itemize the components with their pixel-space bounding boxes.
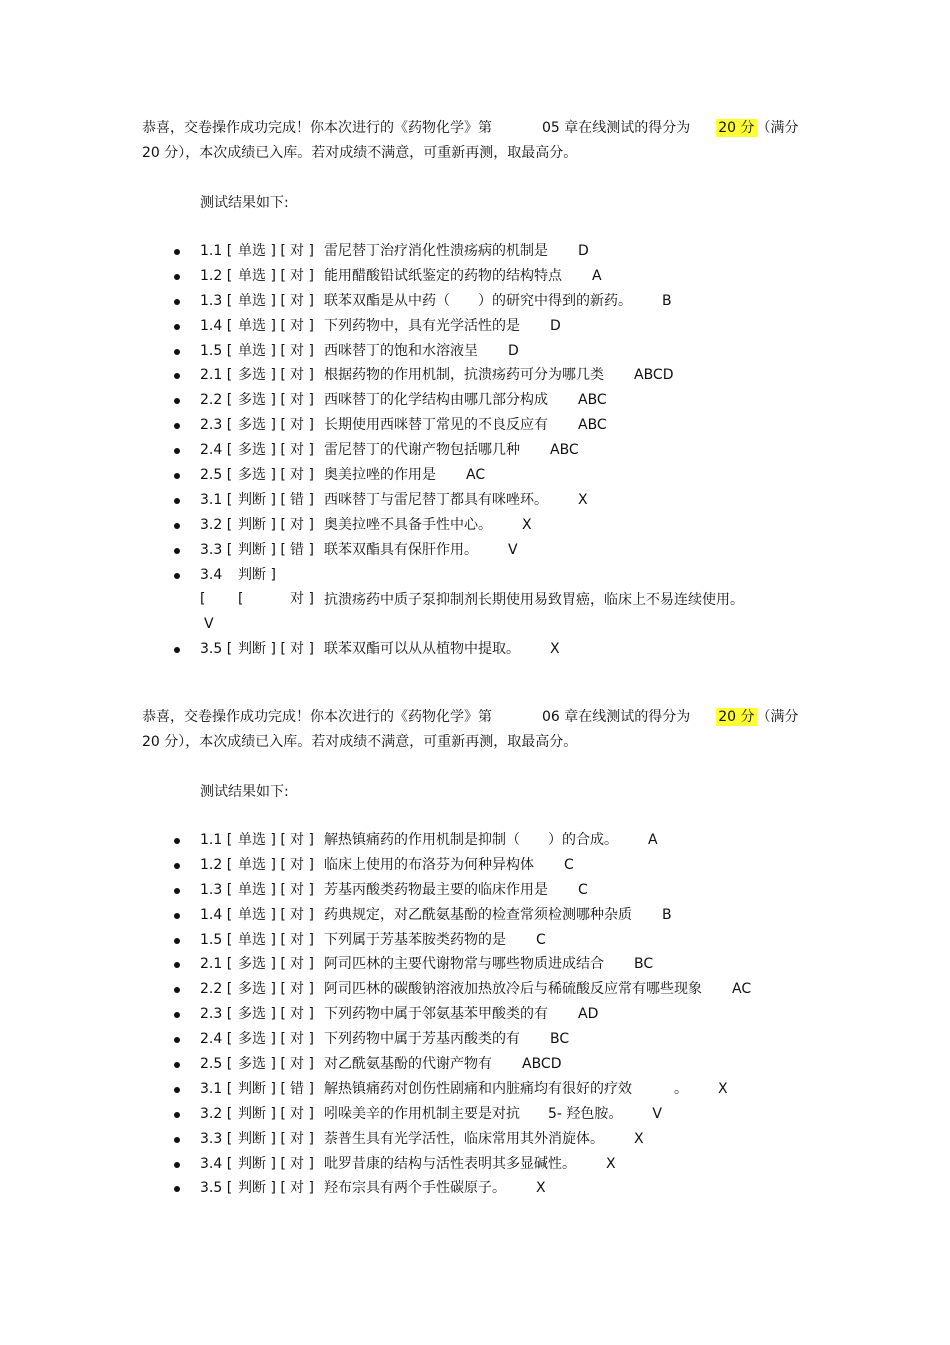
question-answer: ABC <box>578 417 607 434</box>
question-number: 3.2 [ <box>200 1105 233 1122</box>
result-item <box>142 563 842 638</box>
result-item <box>142 952 842 977</box>
question-text: 联苯双酯具有保肝作用。 <box>324 541 478 558</box>
question-number: 2.4 [ <box>200 442 233 459</box>
results-subtitle: 测试结果如下: <box>200 784 289 800</box>
question-answer: X <box>536 1180 546 1197</box>
question-text: 能用醋酸铅试纸鉴定的药物的结构特点 <box>324 267 562 284</box>
result-item <box>142 513 842 538</box>
result-item <box>142 1152 842 1177</box>
intro-prefix: 恭喜，交卷操作成功完成！你本次进行的《药物化学》第 <box>142 120 492 136</box>
result-item <box>142 878 842 903</box>
question-type: 多选 ] [ <box>238 1056 286 1073</box>
bullet-icon <box>174 987 180 993</box>
question-type: 判断 ] [ <box>238 516 286 533</box>
question-type: 多选 ] [ <box>238 467 286 484</box>
results-list <box>142 828 842 1201</box>
result-item <box>142 637 842 662</box>
question-text: 奥美拉唑的作用是 <box>324 467 436 484</box>
full-score-prefix: （满分 <box>756 120 799 136</box>
bullet-icon <box>174 913 180 919</box>
question-answer: C <box>564 856 574 873</box>
question-text: 抗溃疡药中质子泵抑制剂长期使用易致胃癌，临床上不易连续使用。 <box>324 591 744 608</box>
question-type: 判断 ] [ <box>238 1155 286 1172</box>
question-result: 对 ] <box>290 931 314 948</box>
bullet-icon <box>174 1186 180 1192</box>
question-type: 单选 ] [ <box>238 342 286 359</box>
result-item <box>142 977 842 1002</box>
question-answer: D <box>508 342 519 359</box>
question-result: 对 ] <box>290 591 314 608</box>
question-type: 判断 ] [ <box>238 1180 286 1197</box>
question-number: 1.4 [ <box>200 906 233 923</box>
result-item <box>142 903 842 928</box>
question-number: 2.5 [ <box>200 467 233 484</box>
question-type: 判断 ] [ <box>238 641 286 658</box>
question-number: 2.4 [ <box>200 1031 233 1048</box>
bullet-icon <box>174 1112 180 1118</box>
bullet-icon <box>174 423 180 429</box>
question-type: 判断 ] [ <box>238 1130 286 1147</box>
question-result: 对 ] <box>290 317 314 334</box>
question-text: 西咪替丁与雷尼替丁都具有咪唑环。 <box>324 491 548 508</box>
question-number: 1.5 [ <box>200 931 233 948</box>
result-item <box>142 264 842 289</box>
question-result: 对 ] <box>290 1105 314 1122</box>
question-type: 单选 ] [ <box>238 292 286 309</box>
question-answer: A <box>648 832 658 848</box>
question-type: 多选 ] [ <box>238 367 286 384</box>
question-number: 1.5 [ <box>200 342 233 359</box>
question-answer: B <box>662 906 672 923</box>
result-item <box>142 1052 842 1077</box>
question-answer: X <box>522 516 532 533</box>
question-number: 1.1 [ <box>200 832 233 848</box>
bullet-icon <box>174 962 180 968</box>
result-item <box>142 1077 842 1102</box>
question-number: 3.5 [ <box>200 641 233 658</box>
question-answer: ABCD <box>522 1056 562 1073</box>
question-result: 对 ] <box>290 641 314 658</box>
question-type: 单选 ] [ <box>238 881 286 898</box>
result-item <box>142 314 842 339</box>
bullet-icon <box>174 1137 180 1143</box>
question-text: 芳基丙酸类药物最主要的临床作用是 <box>324 881 548 898</box>
result-item <box>142 1102 842 1127</box>
question-answer: BC <box>550 1031 570 1048</box>
question-text: 下列药物中属于邻氨基苯甲酸类的有 <box>324 1006 548 1023</box>
question-number: 3.5 [ <box>200 1180 233 1197</box>
result-item <box>142 339 842 364</box>
question-answer: V <box>508 541 518 558</box>
question-answer: X <box>634 1130 644 1147</box>
result-item <box>142 1127 842 1152</box>
question-number: 3.4 [ <box>200 566 223 608</box>
question-number: 2.3 [ <box>200 417 233 434</box>
question-text: 下列属于芳基苯胺类药物的是 <box>324 931 506 948</box>
bullet-icon <box>174 888 180 894</box>
question-text: 阿司匹林的主要代谢物常与哪些物质进成结合 <box>324 956 604 973</box>
question-type: 判断 ] [ <box>238 491 286 508</box>
question-result: 对 ] <box>290 442 314 459</box>
question-type: 判断 ] [ <box>238 1080 286 1097</box>
question-result: 错 ] <box>290 541 314 558</box>
question-text: 根据药物的作用机制，抗溃疡药可分为哪几类 <box>324 367 604 384</box>
full-score-prefix: （满分 <box>756 709 799 725</box>
question-text: 雷尼替丁治疗消化性溃疡病的机制是 <box>324 243 548 259</box>
question-number: 3.3 [ <box>200 1130 233 1147</box>
question-text: 雷尼替丁的代谢产物包括哪几种 <box>324 442 520 459</box>
question-text: 解热镇痛药对创伤性剧痛和内脏痛均有很好的疗效 。 <box>324 1080 688 1097</box>
question-result: 对 ] <box>290 342 314 359</box>
results-subtitle: 测试结果如下: <box>200 195 289 211</box>
question-text: 吲哚美辛的作用机制主要是对抗 5- 羟色胺。 <box>324 1105 623 1122</box>
bullet-icon <box>174 647 180 653</box>
question-answer: ABC <box>578 392 607 409</box>
question-number: 1.3 [ <box>200 881 233 898</box>
result-item <box>142 853 842 878</box>
question-result: 对 ] <box>290 467 314 484</box>
question-result: 对 ] <box>290 1180 314 1197</box>
result-intro <box>142 116 842 166</box>
result-item <box>142 239 842 264</box>
question-type: 单选 ] [ <box>238 931 286 948</box>
question-text: 对乙酰氨基酚的代谢产物有 <box>324 1056 492 1073</box>
question-text: 西咪替丁的化学结构由哪几部分构成 <box>324 392 548 409</box>
question-type: 单选 ] [ <box>238 832 286 848</box>
question-answer: V <box>204 616 214 633</box>
question-answer: D <box>578 243 589 259</box>
bullet-icon <box>174 448 180 454</box>
question-text: 奥美拉唑不具备手性中心。 <box>324 516 492 533</box>
question-text: 下列药物中属于芳基丙酸类的有 <box>324 1031 520 1048</box>
question-answer: X <box>578 491 588 508</box>
question-result: 对 ] <box>290 243 314 259</box>
bullet-icon <box>174 274 180 280</box>
question-type: 多选 ] [ <box>238 417 286 434</box>
intro-prefix: 恭喜，交卷操作成功完成！你本次进行的《药物化学》第 <box>142 709 492 725</box>
question-text: 解热镇痛药的作用机制是抑制（ ）的合成。 <box>324 832 618 848</box>
question-result: 对 ] <box>290 367 314 384</box>
score-highlight: 20 分 <box>718 709 755 725</box>
question-text: 下列药物中，具有光学活性的是 <box>324 317 520 334</box>
question-type: 判断 ] [ <box>238 541 286 558</box>
result-item <box>142 1027 842 1052</box>
question-result: 对 ] <box>290 1031 314 1048</box>
bullet-icon <box>174 573 180 579</box>
question-answer: AD <box>578 1006 599 1023</box>
question-text: 联苯双酯可以从从植物中提取。 <box>324 641 520 658</box>
question-number: 1.3 [ <box>200 292 233 309</box>
question-result: 对 ] <box>290 981 314 998</box>
question-type: 多选 ] [ <box>238 1006 286 1023</box>
bullet-icon <box>174 938 180 944</box>
question-answer: X <box>606 1155 616 1172</box>
question-text: 西咪替丁的饱和水溶液呈 <box>324 342 478 359</box>
question-answer: BC <box>634 956 654 973</box>
question-answer: AC <box>466 467 486 484</box>
bullet-icon <box>174 299 180 305</box>
question-answer: C <box>536 931 546 948</box>
question-number: 1.2 [ <box>200 267 233 284</box>
result-item <box>142 438 842 463</box>
result-section-ch06 <box>142 705 842 1201</box>
chapter-score-label: 06 章在线测试的得分为 <box>542 709 691 725</box>
result-item <box>142 363 842 388</box>
question-answer: A <box>592 267 602 284</box>
results-list <box>142 239 842 662</box>
question-text: 联苯双酯是从中药（ ）的研究中得到的新药。 <box>324 292 632 309</box>
question-result: 对 ] <box>290 1130 314 1147</box>
bullet-icon <box>174 473 180 479</box>
question-type: 单选 ] [ <box>238 856 286 873</box>
question-type: 单选 ] [ <box>238 267 286 284</box>
question-result: 对 ] <box>290 832 314 848</box>
result-item <box>142 413 842 438</box>
question-text: 吡罗昔康的结构与活性表明其多显碱性。 <box>324 1155 576 1172</box>
result-item <box>142 928 842 953</box>
result-item <box>142 289 842 314</box>
question-number: 2.2 [ <box>200 981 233 998</box>
bullet-icon <box>174 863 180 869</box>
question-answer: B <box>662 292 672 309</box>
bullet-icon <box>174 1162 180 1168</box>
question-result: 对 ] <box>290 956 314 973</box>
question-number: 1.1 [ <box>200 243 233 259</box>
score-highlight: 20 分 <box>718 120 755 136</box>
question-answer: C <box>578 881 588 898</box>
question-result: 对 ] <box>290 1006 314 1023</box>
bullet-icon <box>174 548 180 554</box>
question-answer: ABCD <box>634 367 674 384</box>
question-type: 多选 ] [ <box>238 956 286 973</box>
question-text: 羟布宗具有两个手性碳原子。 <box>324 1180 506 1197</box>
bullet-icon <box>174 398 180 404</box>
bullet-icon <box>174 373 180 379</box>
question-number: 2.3 [ <box>200 1006 233 1023</box>
result-item <box>142 488 842 513</box>
question-answer: X <box>718 1080 728 1097</box>
question-number: 3.1 [ <box>200 1080 233 1097</box>
question-answer: V <box>652 1105 662 1122</box>
question-type: 判断 ] [ <box>238 1105 286 1122</box>
question-result: 对 ] <box>290 417 314 434</box>
question-number: 2.1 [ <box>200 367 233 384</box>
question-type: 多选 ] [ <box>238 981 286 998</box>
question-text: 萘普生具有光学活性，临床常用其外消旋体。 <box>324 1130 604 1147</box>
question-text: 长期使用西咪替丁常见的不良反应有 <box>324 417 548 434</box>
result-item <box>142 538 842 563</box>
bullet-icon <box>174 1012 180 1018</box>
question-answer: ABC <box>550 442 579 459</box>
question-number: 1.4 [ <box>200 317 233 334</box>
question-type: 单选 ] [ <box>238 906 286 923</box>
bullet-icon <box>174 838 180 844</box>
bullet-icon <box>174 1037 180 1043</box>
question-number: 3.4 [ <box>200 1155 233 1172</box>
result-item <box>142 1002 842 1027</box>
question-number: 2.1 [ <box>200 956 233 973</box>
chapter-score-label: 05 章在线测试的得分为 <box>542 120 691 136</box>
question-text: 药典规定，对乙酰氨基酚的检查常须检测哪种杂质 <box>324 906 632 923</box>
question-number: 2.2 [ <box>200 392 233 409</box>
question-result: 对 ] <box>290 292 314 309</box>
bullet-icon <box>174 523 180 529</box>
question-type: 单选 ] [ <box>238 243 286 259</box>
intro-line-2: 20 分），本次成绩已入库。若对成绩不满意，可重新再测，取最高分。 <box>142 145 578 161</box>
question-number: 2.5 [ <box>200 1056 233 1073</box>
result-item <box>142 463 842 488</box>
question-result: 对 ] <box>290 856 314 873</box>
question-result: 对 ] <box>290 906 314 923</box>
question-result: 对 ] <box>290 392 314 409</box>
question-result: 错 ] <box>290 1080 314 1097</box>
question-type: 多选 ] [ <box>238 1031 286 1048</box>
question-result: 错 ] <box>290 491 314 508</box>
question-answer: X <box>550 641 560 658</box>
bullet-icon <box>174 249 180 255</box>
bullet-icon <box>174 1062 180 1068</box>
result-item <box>142 828 842 853</box>
bullet-icon <box>174 1087 180 1093</box>
result-item <box>142 388 842 413</box>
question-number: 3.1 [ <box>200 491 233 508</box>
intro-line-2: 20 分），本次成绩已入库。若对成绩不满意，可重新再测，取最高分。 <box>142 734 578 750</box>
question-result: 对 ] <box>290 267 314 284</box>
question-number: 3.2 [ <box>200 516 233 533</box>
question-number: 1.2 [ <box>200 856 233 873</box>
question-number: 3.3 [ <box>200 541 233 558</box>
question-answer: D <box>550 317 561 334</box>
question-result: 对 ] <box>290 1056 314 1073</box>
question-type: 多选 ] [ <box>238 392 286 409</box>
question-text: 临床上使用的布洛芬为何种异构体 <box>324 856 534 873</box>
result-section-ch05 <box>142 116 842 662</box>
question-type: 判断 ] [ <box>238 566 276 608</box>
question-type: 多选 ] [ <box>238 442 286 459</box>
question-result: 对 ] <box>290 516 314 533</box>
result-item <box>142 1176 842 1201</box>
question-text: 阿司匹林的碳酸钠溶液加热放冷后与稀硫酸反应常有哪些现象 <box>324 981 702 998</box>
bullet-icon <box>174 349 180 355</box>
bullet-icon <box>174 498 180 504</box>
question-answer: AC <box>732 981 752 998</box>
question-type: 单选 ] [ <box>238 317 286 334</box>
question-result: 对 ] <box>290 1155 314 1172</box>
result-intro <box>142 705 842 755</box>
question-result: 对 ] <box>290 881 314 898</box>
bullet-icon <box>174 324 180 330</box>
